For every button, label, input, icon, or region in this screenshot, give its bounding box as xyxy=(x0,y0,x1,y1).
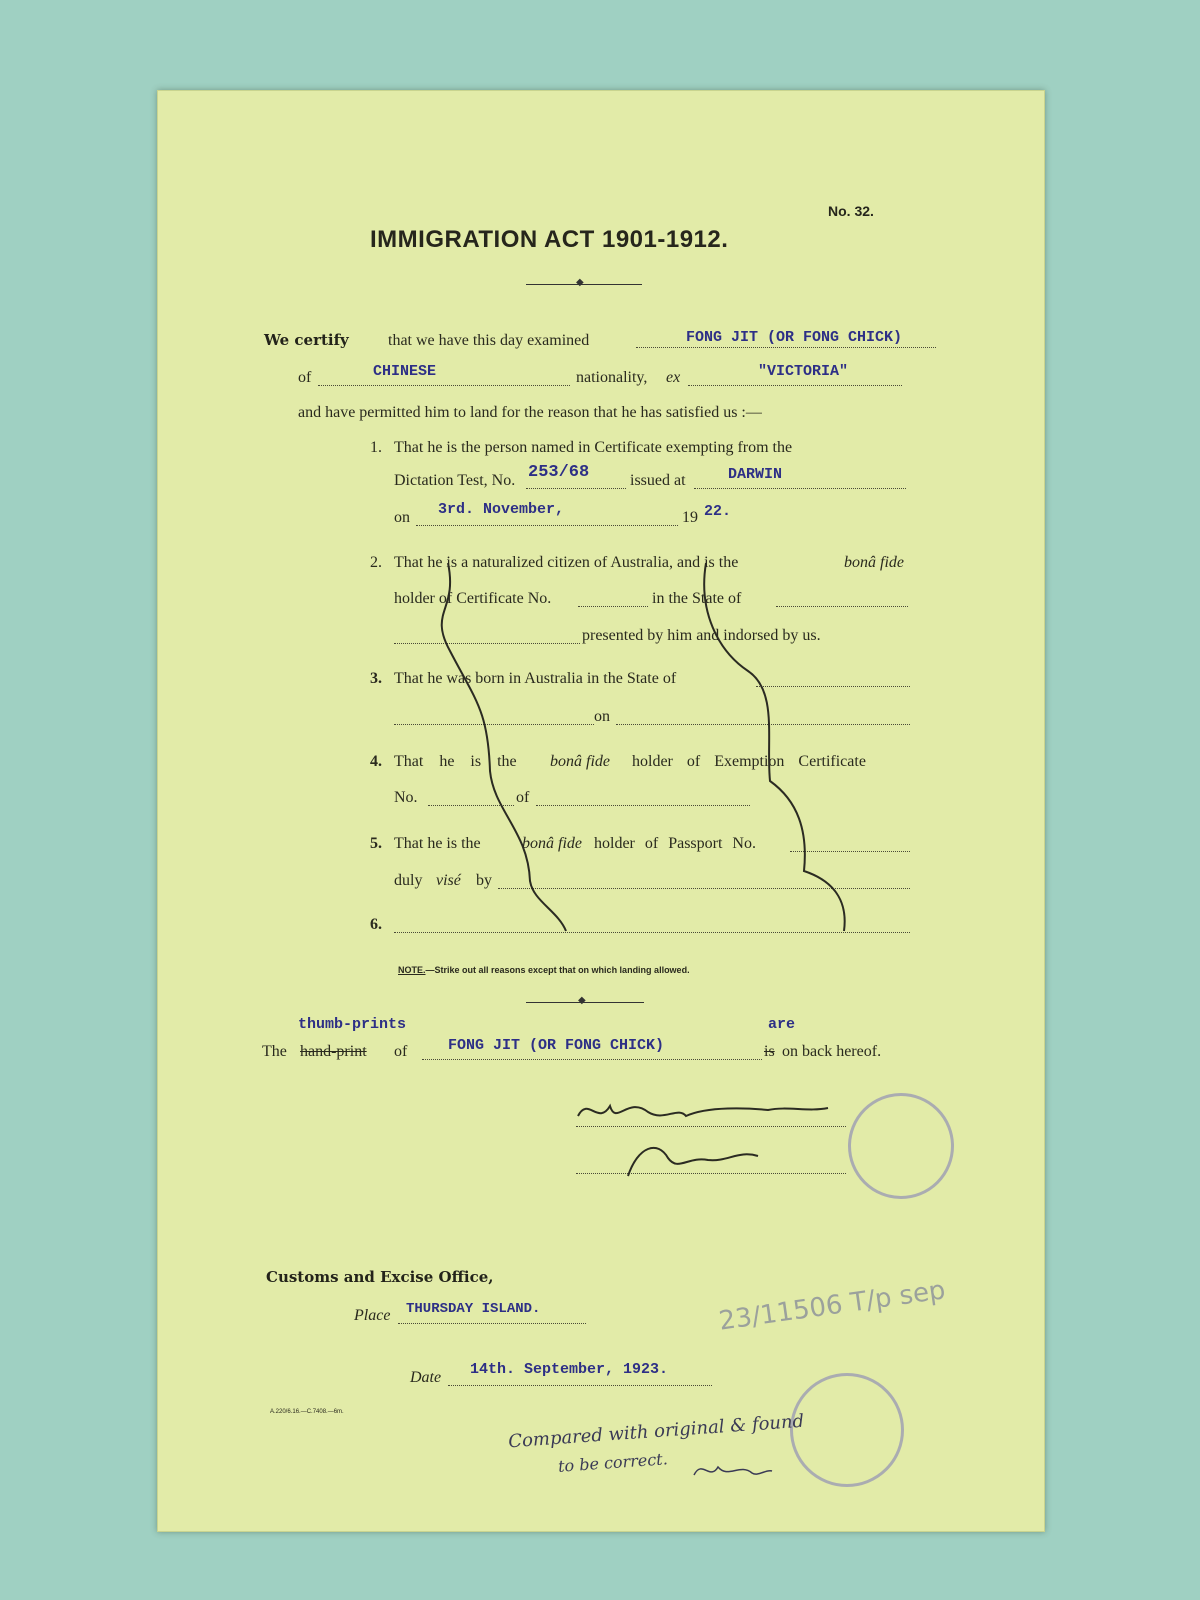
issued-at-label: issued at xyxy=(630,472,686,489)
prints-the: The xyxy=(262,1043,287,1060)
divider-ornament: ◆ xyxy=(576,277,584,288)
item-3-on: on xyxy=(594,708,610,725)
official-seal-stamp xyxy=(848,1093,954,1199)
ex-label: ex xyxy=(666,369,681,386)
item-5-bona-fide: bonâ fide xyxy=(522,835,582,852)
issued-place: DARWIN xyxy=(728,466,783,483)
date-label: Date xyxy=(410,1369,442,1386)
strike-out-marks xyxy=(158,91,1044,1531)
item-2-bona-fide: bonâ fide xyxy=(844,554,904,571)
item-5-vise: visé xyxy=(436,872,461,889)
document-title: IMMIGRATION ACT 1901-1912. xyxy=(370,226,729,253)
note-strike-out xyxy=(398,965,690,975)
office-heading: Customs and Excise Office, xyxy=(266,1268,494,1286)
item-6-number: 6. xyxy=(370,916,382,933)
year-prefix: 19 xyxy=(682,509,698,526)
customs-port-stamp xyxy=(790,1373,904,1487)
item-2-text: That he is a naturalized citizen of Australia, and is the xyxy=(394,554,739,571)
certificate-paper xyxy=(157,90,1045,1532)
item-5-number: 5. xyxy=(370,835,382,852)
thumb-prints-typed: thumb-prints xyxy=(298,1016,407,1033)
on-label-1: on xyxy=(394,509,410,526)
prints-back: on back hereof. xyxy=(782,1043,882,1060)
item-1-text: That he is the person named in Certificate exempting from the xyxy=(394,439,793,456)
printer-code: A.220/6.16.—C.7408.—6m. xyxy=(270,1409,344,1415)
item-5-pre: That he is the xyxy=(394,835,481,852)
nationality-label: nationality, xyxy=(576,369,648,386)
place-label: Place xyxy=(354,1307,391,1324)
dictation-label: Dictation Test, No. xyxy=(394,472,516,489)
item-3-number: 3. xyxy=(370,670,382,687)
note-divider-ornament: ◆ xyxy=(578,995,586,1006)
item-5-post: holder of Passport No. xyxy=(594,835,756,852)
certify-text: that we have this day examined xyxy=(388,332,590,349)
ship-name: "VICTORIA" xyxy=(758,363,849,380)
item-2-holder: holder of Certificate No. xyxy=(394,590,552,607)
handwritten-note-line-1: Compared with original & found xyxy=(507,1410,805,1453)
item-4-number: 4. xyxy=(370,753,382,770)
hand-print-struck: hand-print xyxy=(300,1043,367,1060)
form-number: No. 32. xyxy=(828,203,874,219)
exemption-date: 3rd. November, xyxy=(438,501,565,518)
item-2-state: in the State of xyxy=(652,590,742,607)
office-place: THURSDAY ISLAND. xyxy=(406,1301,541,1317)
item-4-pre: That he is the xyxy=(394,753,517,770)
item-4-of: of xyxy=(516,789,530,806)
prints-of: of xyxy=(394,1043,408,1060)
dictation-cert-number: 253/68 xyxy=(528,463,590,482)
prints-name: FONG JIT (OR FONG CHICK) xyxy=(448,1037,665,1054)
item-1-number: 1. xyxy=(370,439,382,456)
prints-is: is xyxy=(764,1043,775,1060)
nationality-value: CHINESE xyxy=(373,363,437,380)
handwritten-note-line-2: to be correct. xyxy=(557,1449,669,1476)
of-label: of xyxy=(298,369,312,386)
item-3-text: That he was born in Australia in the State of xyxy=(394,670,677,687)
certify-lead: We certify xyxy=(264,331,349,349)
item-4-no: No. xyxy=(394,789,418,806)
note-label: NOTE. xyxy=(398,965,426,975)
item-2-number: 2. xyxy=(370,554,382,571)
handwritten-initials xyxy=(688,1451,778,1491)
note-text: —Strike out all reasons except that on which landing allowed. xyxy=(425,965,690,975)
item-4-bona-fide: bonâ fide xyxy=(550,753,610,770)
office-date: 14th. September, 1923. xyxy=(470,1361,669,1378)
item-2-presented: presented by him and indorsed by us. xyxy=(582,627,821,644)
officer-signatures xyxy=(568,1086,868,1196)
pencil-reference: 23/11506 T/p sep xyxy=(717,1275,948,1337)
item-5-by: by xyxy=(476,872,492,889)
item-4-post: holder of Exemption Certificate xyxy=(632,753,866,770)
reason-line: and have permitted him to land for the reason that he has satisfied us :— xyxy=(298,404,762,421)
item-5-duly: duly xyxy=(394,872,423,889)
are-typed: are xyxy=(768,1016,796,1033)
year-suffix: 22. xyxy=(704,503,732,520)
examined-name: FONG JIT (OR FONG CHICK) xyxy=(686,329,903,346)
